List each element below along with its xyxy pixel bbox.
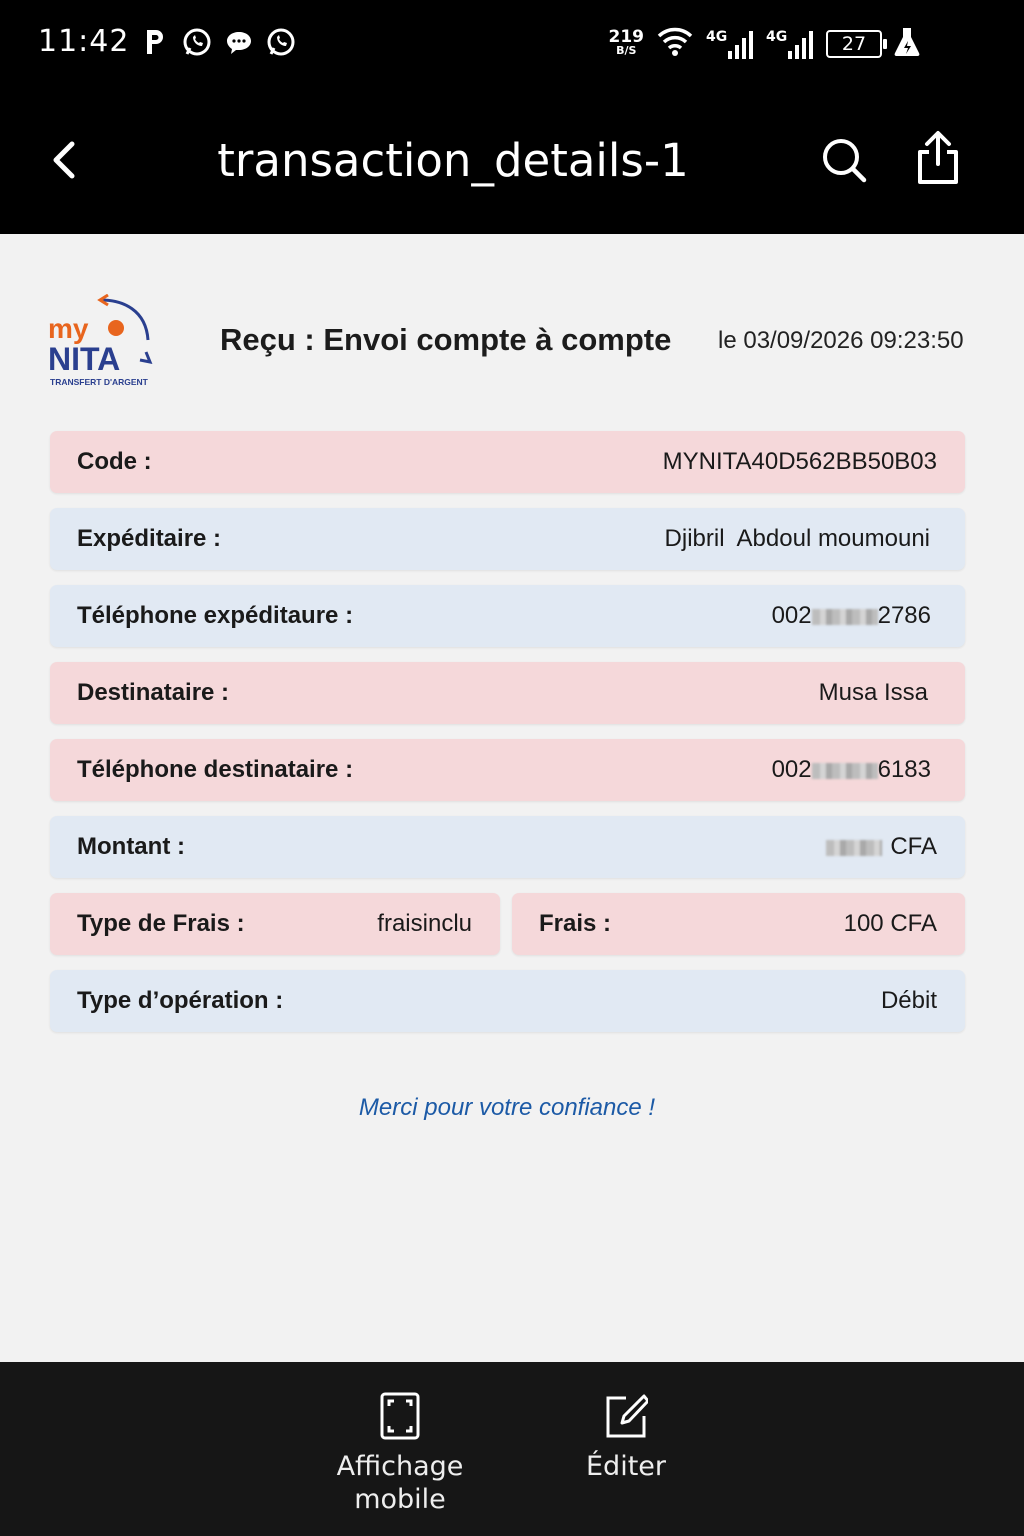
row-operation-type	[50, 970, 965, 1032]
redacted-digits	[812, 609, 878, 625]
document-title: transaction_details-1	[217, 134, 689, 187]
row-label: Montant :	[77, 833, 185, 860]
logo-my: my	[48, 313, 89, 344]
whatsapp-icon	[182, 26, 212, 58]
status-bar	[0, 0, 1024, 88]
receipt-title: Reçu : Envoi compte à compte	[220, 322, 672, 357]
mobile-view-label: Affichage mobile	[336, 1451, 464, 1515]
p-icon	[140, 26, 170, 58]
redacted-amount	[826, 840, 882, 856]
row-recipient	[50, 662, 965, 724]
row-fees	[512, 893, 965, 955]
row-label: Type d’opération :	[77, 987, 284, 1014]
row-value: Djibril Abdoul moumouni	[664, 525, 930, 552]
row-sender-phone	[50, 585, 965, 647]
notification-icons	[140, 26, 296, 58]
row-label: Téléphone expéditaure :	[77, 602, 354, 629]
redacted-digits	[812, 763, 878, 779]
row-value: fraisinclu	[377, 910, 472, 937]
thanks-message: Merci pour votre confiance !	[358, 1094, 656, 1121]
share-icon	[912, 130, 964, 186]
receipt-date: le 03/09/2026 09:23:50	[718, 327, 964, 354]
flask-icon	[894, 25, 920, 62]
row-value: MYNITA40D562BB50B03	[662, 448, 937, 475]
row-label: Téléphone destinataire :	[77, 756, 354, 783]
edit-icon	[604, 1392, 648, 1440]
row-code	[50, 431, 965, 493]
status-time: 11:42	[38, 24, 130, 59]
mobile-view-button[interactable]	[300, 1392, 500, 1516]
row-label: Expéditaire :	[77, 525, 222, 552]
row-value: 100 CFA	[843, 910, 937, 937]
edit-label: Éditer	[586, 1451, 666, 1482]
document-page	[0, 234, 1024, 1362]
row-value: CFA	[826, 833, 937, 861]
bottom-toolbar	[0, 1362, 1024, 1536]
whatsapp-icon	[266, 26, 296, 58]
system-icons	[609, 24, 921, 63]
row-recipient-phone	[50, 739, 965, 801]
row-amount	[50, 816, 965, 878]
app-bar	[0, 88, 1024, 234]
row-value: 002 6183	[771, 756, 931, 783]
row-value: 002 2786	[771, 602, 931, 629]
logo-tagline: TRANSFERT D'ARGENT	[50, 377, 148, 387]
mobile-view-icon	[378, 1392, 422, 1440]
wifi-icon	[656, 24, 694, 63]
cell-signal-1: 4G	[706, 27, 754, 61]
search-icon	[818, 134, 870, 186]
logo-nita: NITA	[48, 341, 121, 377]
row-fee-type	[50, 893, 500, 955]
cell-signal-2: 4G	[766, 27, 814, 61]
row-label: Frais :	[539, 910, 612, 937]
share-button[interactable]	[912, 130, 964, 186]
row-label: Destinataire :	[77, 679, 230, 706]
row-label: Type de Frais :	[77, 910, 245, 937]
row-value: Débit	[880, 987, 937, 1014]
network-speed: 219 B/S	[608, 26, 644, 57]
row-sender	[50, 508, 965, 570]
row-value: Musa Issa	[818, 679, 928, 706]
search-button[interactable]	[818, 134, 870, 186]
mynita-logo	[46, 294, 156, 390]
edit-button[interactable]	[526, 1392, 726, 1483]
chat-bubble-icon	[224, 26, 254, 58]
row-label: Code :	[77, 448, 152, 475]
battery-indicator: 27	[826, 30, 882, 58]
